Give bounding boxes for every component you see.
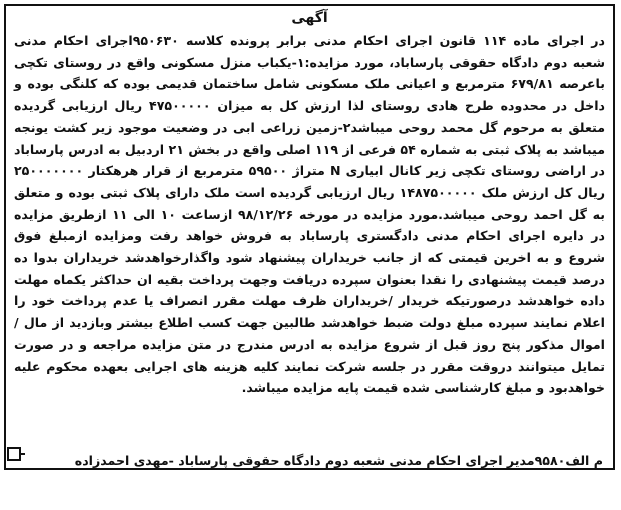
- notice-box: [4, 4, 615, 470]
- notice-signature: م الف۹۵۸۰مدیر اجرای احکام مدنی شعبه دوم دادگاه حقوقی پارساباد -مهدی احمدزاده: [74, 453, 603, 468]
- newspaper-corner-icon: [6, 444, 26, 464]
- notice-title: آگهی: [291, 10, 328, 26]
- notice-body-text: در اجرای ماده ۱۱۴ قانون اجرای احکام مدنی برابر پرونده کلاسه ۹۵۰۶۳۰اجرای احکام مدنی شعبه دوم دادگاه حقوقی پارساباد، مورد مزایده:۱-یکباب منزل مسکونی واقع در روستای تکچی باعرصه ۶۷۹/۸۱ مترمربع و اعیانی ملک مسکونی شامل ساختمان قدیمی بوده که کلنگی بوده و داخل در محدوده طرح هادی روستای لذا ارزش کل به میزان ۴۷۵۰۰۰۰۰ ریال ارزیابی گردیده متعلق به مرحوم گل محمد روحی میباشد۲-زمین زراعی ابی در وضعیت موجود زیر کشت یونجه میباشد به پلاک ثبتی به شماره ۵۴ فرعی از ۱۱۹ اصلی واقع در بخش ۲۱ اردبیل به ادرس پارساباد در اراضی روستای تکچی زیر کانال ابیاری N متراژ ۵۹۵۰۰ مترمربع از قرار هرهکتار ۲۵۰۰۰۰۰۰۰ ریال کل ارزش ملک ۱۴۸۷۵۰۰۰۰۰ ریال ارزیابی گردیده است ملک دارای پلاک ثبتی بوده و متعلق به گل احمد روحی میباشد.مورد مزایده در مورخه ۹۸/۱۲/۲۶ ازساعت ۱۰ الی ۱۱ ازطریق مزایده در دایره اجرای احکام مدنی دادگستری پارساباد به فروش خواهد رفت ومزایده ازمبلغ فوق شروع و به اخرین قیمتی که از جانب خریداران پیشنهاد شود واگذارخواهدشد خریداران بدوا ده درصد قیمت پیشنهادی را نقدا بعنوان سپرده دریافت وجهت پرداخت بقیه ان حداکثر یکماه مهلت داده خواهدشد درصورتیکه خریدار /خریداران ظرف مهلت مقرر انصراف یا عدم پرداخت خود را اعلام نمایند سپرده مبلغ دولت ضبط خواهدشد طالبین جهت کسب اطلاع بیشتر وبازدید از مال /اموال مذکور پنج روز قبل از شروع مزایده به ادرس مندرج در متن مزایده مراجعه و در صورت تمایل میتوانند دروقت مقرر در جلسه شرکت نمایند کلیه هزینه های اجرایی بعهده محکوم علیه خواهدبود و مبلغ کارشناسی شده قیمت پایه مزایده میباشد.: [14, 33, 606, 396]
